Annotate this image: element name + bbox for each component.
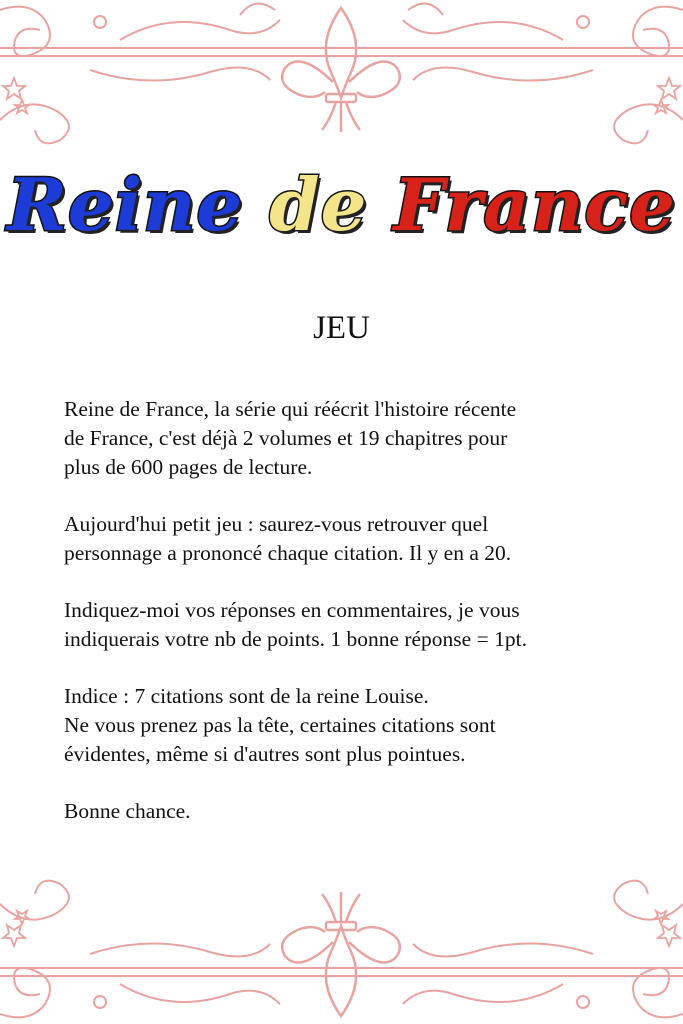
paragraph-hint bbox=[64, 682, 654, 769]
text-line: Aujourd'hui petit jeu : saurez-vous retrouver quel bbox=[64, 512, 489, 536]
logo-word-de: de bbox=[269, 162, 368, 247]
fleur-de-lis-icon bbox=[282, 892, 400, 1016]
logo-word-france: France bbox=[393, 162, 676, 247]
paragraph-closing bbox=[64, 797, 654, 826]
text-line: Ne vous prenez pas la tête, certaines citations sont bbox=[64, 713, 496, 737]
star-icon bbox=[3, 78, 25, 99]
page-heading: JEU bbox=[313, 310, 370, 346]
text-line: évidentes, même si d'autres sont plus pointues. bbox=[64, 742, 466, 766]
text-line: de France, c'est déjà 2 volumes et 19 chapitres pour bbox=[64, 426, 508, 450]
star-icon bbox=[658, 78, 680, 99]
body-text bbox=[64, 395, 654, 854]
text-line: personnage a prononcé chaque citation. Il y en a 20. bbox=[64, 541, 512, 565]
paragraph-game bbox=[64, 510, 654, 568]
text-line: Indiquez-moi vos réponses en commentaires, je vous bbox=[64, 598, 520, 622]
logo-word-reine: Reine bbox=[7, 162, 244, 247]
star-icon bbox=[658, 925, 680, 946]
logo-title bbox=[0, 150, 683, 260]
text-line: Indice : 7 citations sont de la reine Louise. bbox=[64, 684, 429, 708]
paragraph-intro bbox=[64, 395, 654, 482]
bottom-ornament bbox=[0, 874, 683, 1024]
text-line: Reine de France, la série qui réécrit l'histoire récente bbox=[64, 397, 517, 421]
text-line: plus de 600 pages de lecture. bbox=[64, 455, 313, 479]
text-line: Bonne chance. bbox=[64, 799, 191, 823]
text-line: indiquerais votre nb de points. 1 bonne réponse = 1pt. bbox=[64, 627, 527, 651]
fleur-de-lis-icon bbox=[282, 8, 400, 132]
star-icon bbox=[3, 925, 25, 946]
paragraph-answers bbox=[64, 596, 654, 654]
top-ornament bbox=[0, 0, 683, 150]
